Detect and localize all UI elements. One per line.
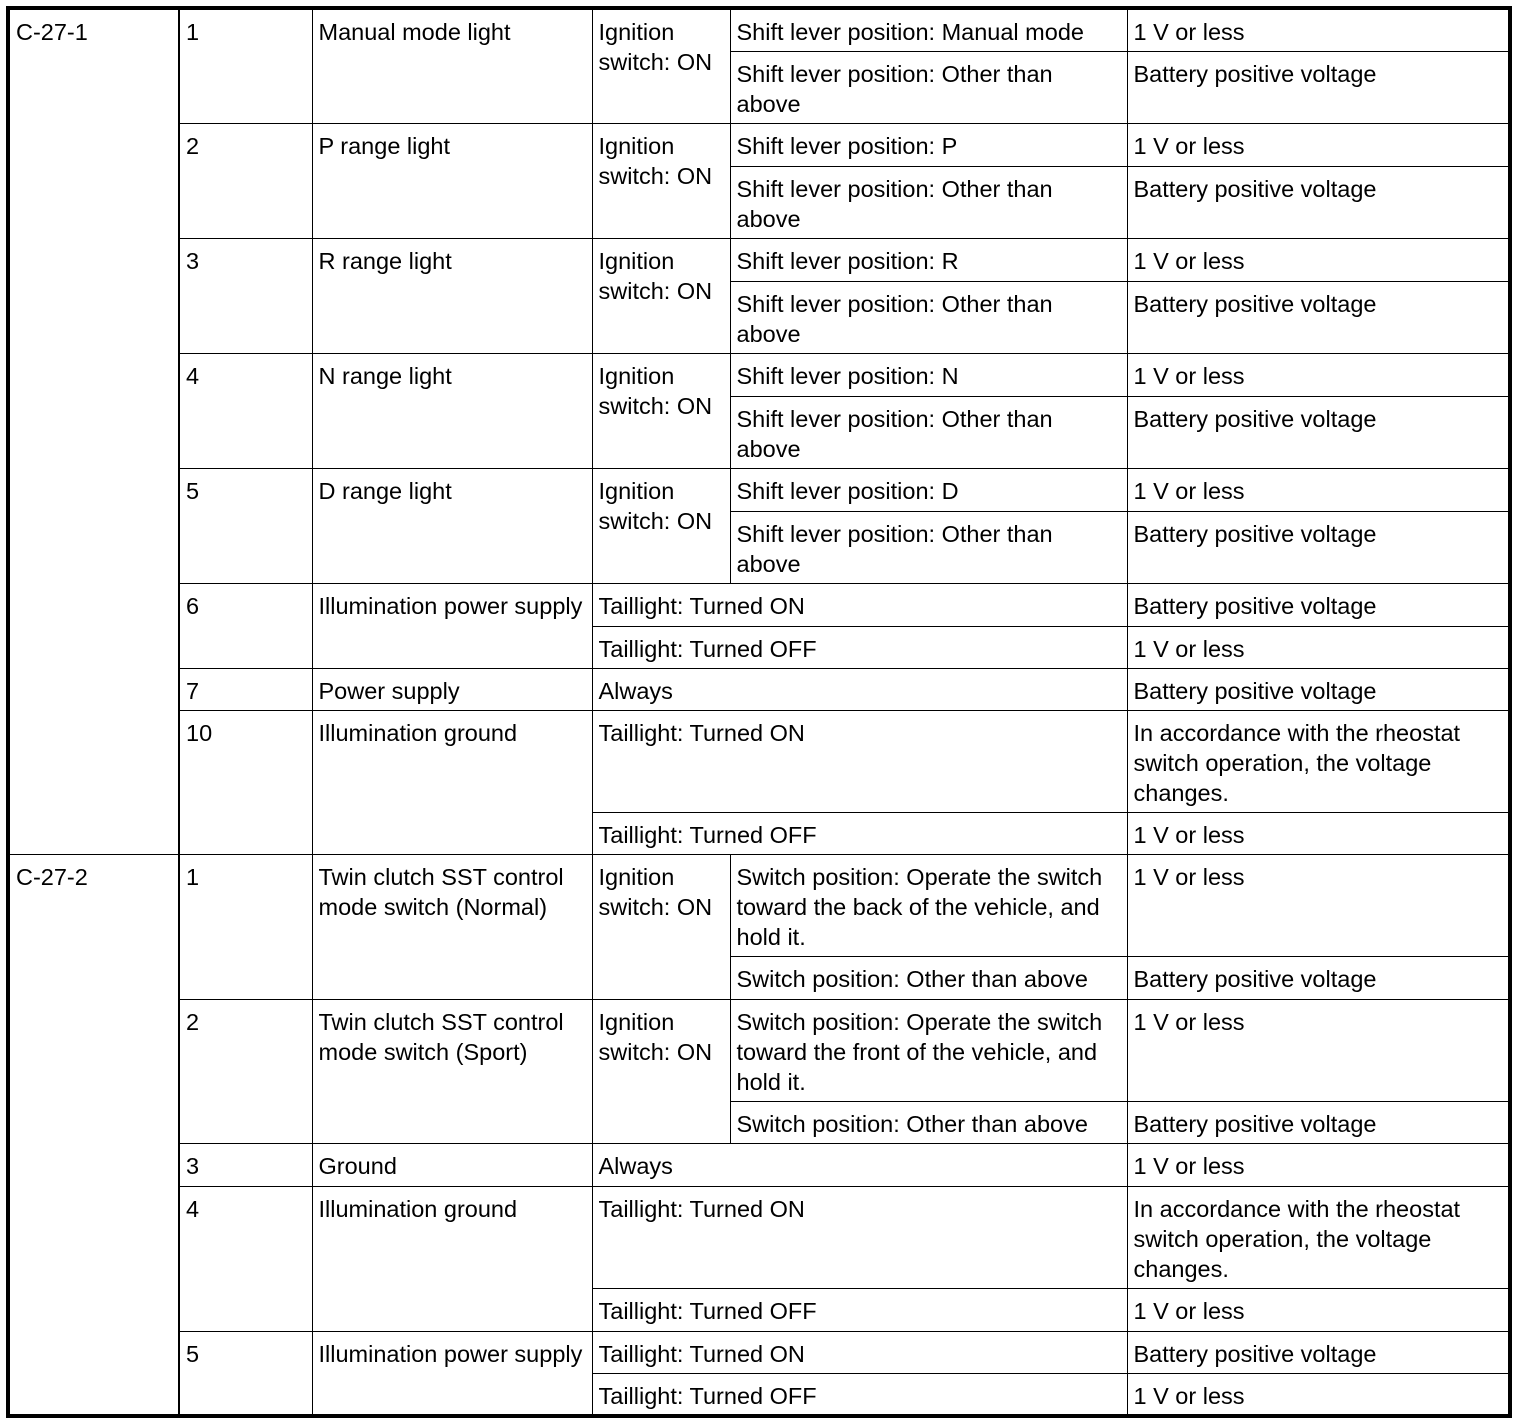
sub-condition-cell: Taillight: Turned ON bbox=[592, 710, 1127, 812]
terminal-no-cell: 4 bbox=[179, 353, 312, 468]
terminal-desc-cell: Ground bbox=[312, 1143, 592, 1186]
terminal-desc-cell: Illumination power supply bbox=[312, 583, 592, 668]
sub-condition-cell: Shift lever position: Other than above bbox=[730, 511, 1127, 583]
table-row bbox=[8, 1331, 1510, 1373]
specification-cell: Battery positive voltage bbox=[1127, 511, 1510, 583]
terminal-no-cell: 2 bbox=[179, 123, 312, 238]
specification-cell: Battery positive voltage bbox=[1127, 1331, 1510, 1373]
terminal-no-cell: 4 bbox=[179, 1186, 312, 1331]
terminal-no-cell: 3 bbox=[179, 1143, 312, 1186]
table-row bbox=[8, 1186, 1510, 1288]
table-row bbox=[8, 123, 1510, 166]
sub-condition-cell: Shift lever position: Other than above bbox=[730, 51, 1127, 123]
connector-cell: C-27-2 bbox=[8, 854, 179, 1416]
terminal-desc-cell: Twin clutch SST control mode switch (Sport) bbox=[312, 999, 592, 1143]
sub-condition-cell: Shift lever position: P bbox=[730, 123, 1127, 166]
sub-condition-cell: Switch position: Operate the switch toward the back of the vehicle, and hold it. bbox=[730, 854, 1127, 956]
terminal-no-cell: 10 bbox=[179, 710, 312, 854]
specification-cell: Battery positive voltage bbox=[1127, 583, 1510, 626]
terminal-desc-cell: Illumination ground bbox=[312, 1186, 592, 1331]
specification-cell: 1 V or less bbox=[1127, 854, 1510, 956]
specification-cell: 1 V or less bbox=[1127, 999, 1510, 1101]
condition-cell: Ignition switch: ON bbox=[592, 8, 730, 123]
terminal-desc-cell: Illumination power supply bbox=[312, 1331, 592, 1416]
specification-cell: 1 V or less bbox=[1127, 626, 1510, 668]
table-row bbox=[8, 999, 1510, 1101]
table-row bbox=[8, 854, 1510, 956]
sub-condition-cell: Shift lever position: Manual mode bbox=[730, 8, 1127, 51]
sub-condition-cell: Shift lever position: D bbox=[730, 468, 1127, 511]
sub-condition-cell: Switch position: Other than above bbox=[730, 1101, 1127, 1143]
specification-cell: In accordance with the rheostat switch operation, the voltage changes. bbox=[1127, 710, 1510, 812]
table-row bbox=[8, 8, 1510, 51]
table-row bbox=[8, 238, 1510, 281]
table-row bbox=[8, 353, 1510, 396]
terminal-desc-cell: Illumination ground bbox=[312, 710, 592, 854]
terminal-no-cell: 5 bbox=[179, 468, 312, 583]
sub-condition-cell: Switch position: Operate the switch toward the front of the vehicle, and hold it. bbox=[730, 999, 1127, 1101]
sub-condition-cell: Always bbox=[592, 668, 1127, 710]
specification-cell: Battery positive voltage bbox=[1127, 51, 1510, 123]
terminal-no-cell: 5 bbox=[179, 1331, 312, 1416]
table-row bbox=[8, 710, 1510, 812]
terminal-no-cell: 7 bbox=[179, 668, 312, 710]
connector-cell: C-27-1 bbox=[8, 8, 179, 854]
specification-cell: 1 V or less bbox=[1127, 8, 1510, 51]
condition-cell: Ignition switch: ON bbox=[592, 123, 730, 238]
condition-cell: Ignition switch: ON bbox=[592, 468, 730, 583]
terminal-desc-cell: Manual mode light bbox=[312, 8, 592, 123]
sub-condition-cell: Taillight: Turned ON bbox=[592, 583, 1127, 626]
table-row bbox=[8, 1143, 1510, 1186]
terminal-desc-cell: P range light bbox=[312, 123, 592, 238]
condition-cell: Ignition switch: ON bbox=[592, 999, 730, 1143]
table-row bbox=[8, 468, 1510, 511]
sub-condition-cell: Always bbox=[592, 1143, 1127, 1186]
terminal-no-cell: 6 bbox=[179, 583, 312, 668]
specification-cell: 1 V or less bbox=[1127, 1373, 1510, 1416]
terminal-no-cell: 1 bbox=[179, 8, 312, 123]
sub-condition-cell: Shift lever position: N bbox=[730, 353, 1127, 396]
sub-condition-cell: Shift lever position: Other than above bbox=[730, 396, 1127, 468]
specification-cell: Battery positive voltage bbox=[1127, 1101, 1510, 1143]
specification-cell: 1 V or less bbox=[1127, 353, 1510, 396]
specification-cell: 1 V or less bbox=[1127, 238, 1510, 281]
specification-cell: Battery positive voltage bbox=[1127, 668, 1510, 710]
condition-cell: Ignition switch: ON bbox=[592, 854, 730, 999]
specification-cell: Battery positive voltage bbox=[1127, 396, 1510, 468]
condition-cell: Ignition switch: ON bbox=[592, 353, 730, 468]
sub-condition-cell: Taillight: Turned OFF bbox=[592, 812, 1127, 854]
terminal-desc-cell: N range light bbox=[312, 353, 592, 468]
sub-condition-cell: Switch position: Other than above bbox=[730, 956, 1127, 999]
condition-cell: Ignition switch: ON bbox=[592, 238, 730, 353]
specification-cell: 1 V or less bbox=[1127, 1288, 1510, 1331]
specification-cell: 1 V or less bbox=[1127, 812, 1510, 854]
sub-condition-cell: Shift lever position: R bbox=[730, 238, 1127, 281]
sub-condition-cell: Taillight: Turned ON bbox=[592, 1186, 1127, 1288]
sub-condition-cell: Taillight: Turned OFF bbox=[592, 626, 1127, 668]
specification-cell: 1 V or less bbox=[1127, 468, 1510, 511]
specification-cell: In accordance with the rheostat switch operation, the voltage changes. bbox=[1127, 1186, 1510, 1288]
specification-cell: Battery positive voltage bbox=[1127, 166, 1510, 238]
table-body bbox=[8, 8, 1510, 1416]
specification-cell: Battery positive voltage bbox=[1127, 281, 1510, 353]
specification-cell: Battery positive voltage bbox=[1127, 956, 1510, 999]
sub-condition-cell: Shift lever position: Other than above bbox=[730, 166, 1127, 238]
terminal-desc-cell: Twin clutch SST control mode switch (Normal) bbox=[312, 854, 592, 999]
table-row bbox=[8, 583, 1510, 626]
table-row bbox=[8, 668, 1510, 710]
sub-condition-cell: Taillight: Turned ON bbox=[592, 1331, 1127, 1373]
terminal-desc-cell: R range light bbox=[312, 238, 592, 353]
terminal-no-cell: 3 bbox=[179, 238, 312, 353]
specification-cell: 1 V or less bbox=[1127, 1143, 1510, 1186]
sub-condition-cell: Shift lever position: Other than above bbox=[730, 281, 1127, 353]
terminal-desc-cell: D range light bbox=[312, 468, 592, 583]
specification-cell: 1 V or less bbox=[1127, 123, 1510, 166]
terminal-voltage-table bbox=[6, 6, 1512, 1418]
terminal-desc-cell: Power supply bbox=[312, 668, 592, 710]
sub-condition-cell: Taillight: Turned OFF bbox=[592, 1288, 1127, 1331]
sub-condition-cell: Taillight: Turned OFF bbox=[592, 1373, 1127, 1416]
terminal-no-cell: 2 bbox=[179, 999, 312, 1143]
terminal-no-cell: 1 bbox=[179, 854, 312, 999]
